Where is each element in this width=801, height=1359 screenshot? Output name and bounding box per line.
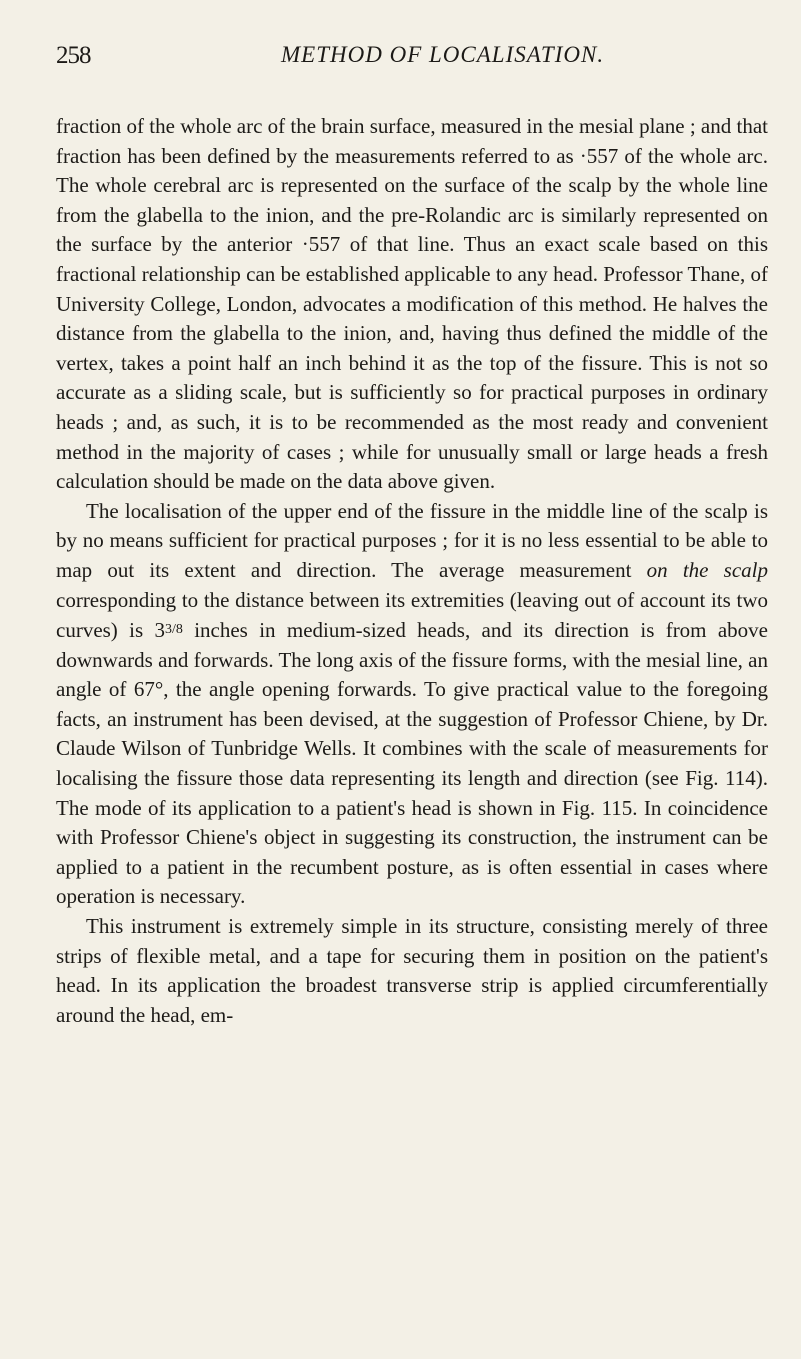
running-title: METHOD OF LOCALISATION. — [281, 42, 605, 67]
paragraph-3: This instrument is extremely simple in its structure, consisting merely of three strips of flexible metal, and a tape for securing them in position on the patient's head. In its application the broadest transverse strip is applied circumferentially around the head, em- — [56, 914, 768, 1027]
paragraph-2-italic: on the scalp — [646, 557, 769, 582]
body-text — [56, 112, 768, 1030]
paragraph-2 — [56, 497, 768, 912]
page-number: 258 — [56, 42, 91, 69]
paragraph-1: fraction of the whole arc of the brain surface, measured in the mesial plane ; and that fraction has been defined by the measurements referred to as ·557 of the whole arc. The whole cerebral arc is represented on the surface of the scalp by the whole line from the glabella to the inion, and the pre-Rolandic arc is similarly represented on the surface by the anterior ·557 of that line. Thus an exact scale based on this fractional relationship can be established applicable to any head. Professor Thane, of University College, London, advocates a modification of this method. He halves the distance from the glabella to the inion, and, having thus defined the middle of the vertex, takes a point half an inch behind it as the top of the fissure. This is not so accurate as a sliding scale, but is sufficiently so for practical purposes in ordinary heads ; and, as such, it is to be recommended as the most ready and convenient method in the majority of cases ; while for unusually small or large heads a fresh calculation should be made on the data above given. — [56, 114, 768, 494]
paragraph-2-text-b: corresponding to the distance between its extremities (leaving out of account its two curves) is 3 — [56, 587, 768, 643]
fraction-three-eighths: 3/8 — [164, 622, 183, 638]
paragraph-2-text-a: The localisation of the upper end of the fissure in the middle line of the scalp is by no means sufficient for practical purposes ; for it is no less essential to be able to map out its extent and direction. The average measurement — [56, 498, 768, 582]
paragraph-2-text-c: inches in medium-sized heads, and its direction is from above downwards and forwards. The long axis of the fissure forms, with the mesial line, an angle of 67°, the angle opening forwards. To give practical value to the foregoing facts, an instrument has been devised, at the suggestion of Professor Chiene, by Dr. Claude Wilson of Tunbridge Wells. It combines with the scale of measurements for localising the fissure those data representing its length and direction (see Fig. 114). The mode of its application to a patient's head is shown in Fig. 115. In coincidence with Professor Chiene's object in suggesting its construction, the instrument can be applied to a patient in the recumbent posture, as is often essential in cases where operation is necessary. — [56, 618, 768, 909]
page-header — [56, 42, 756, 82]
